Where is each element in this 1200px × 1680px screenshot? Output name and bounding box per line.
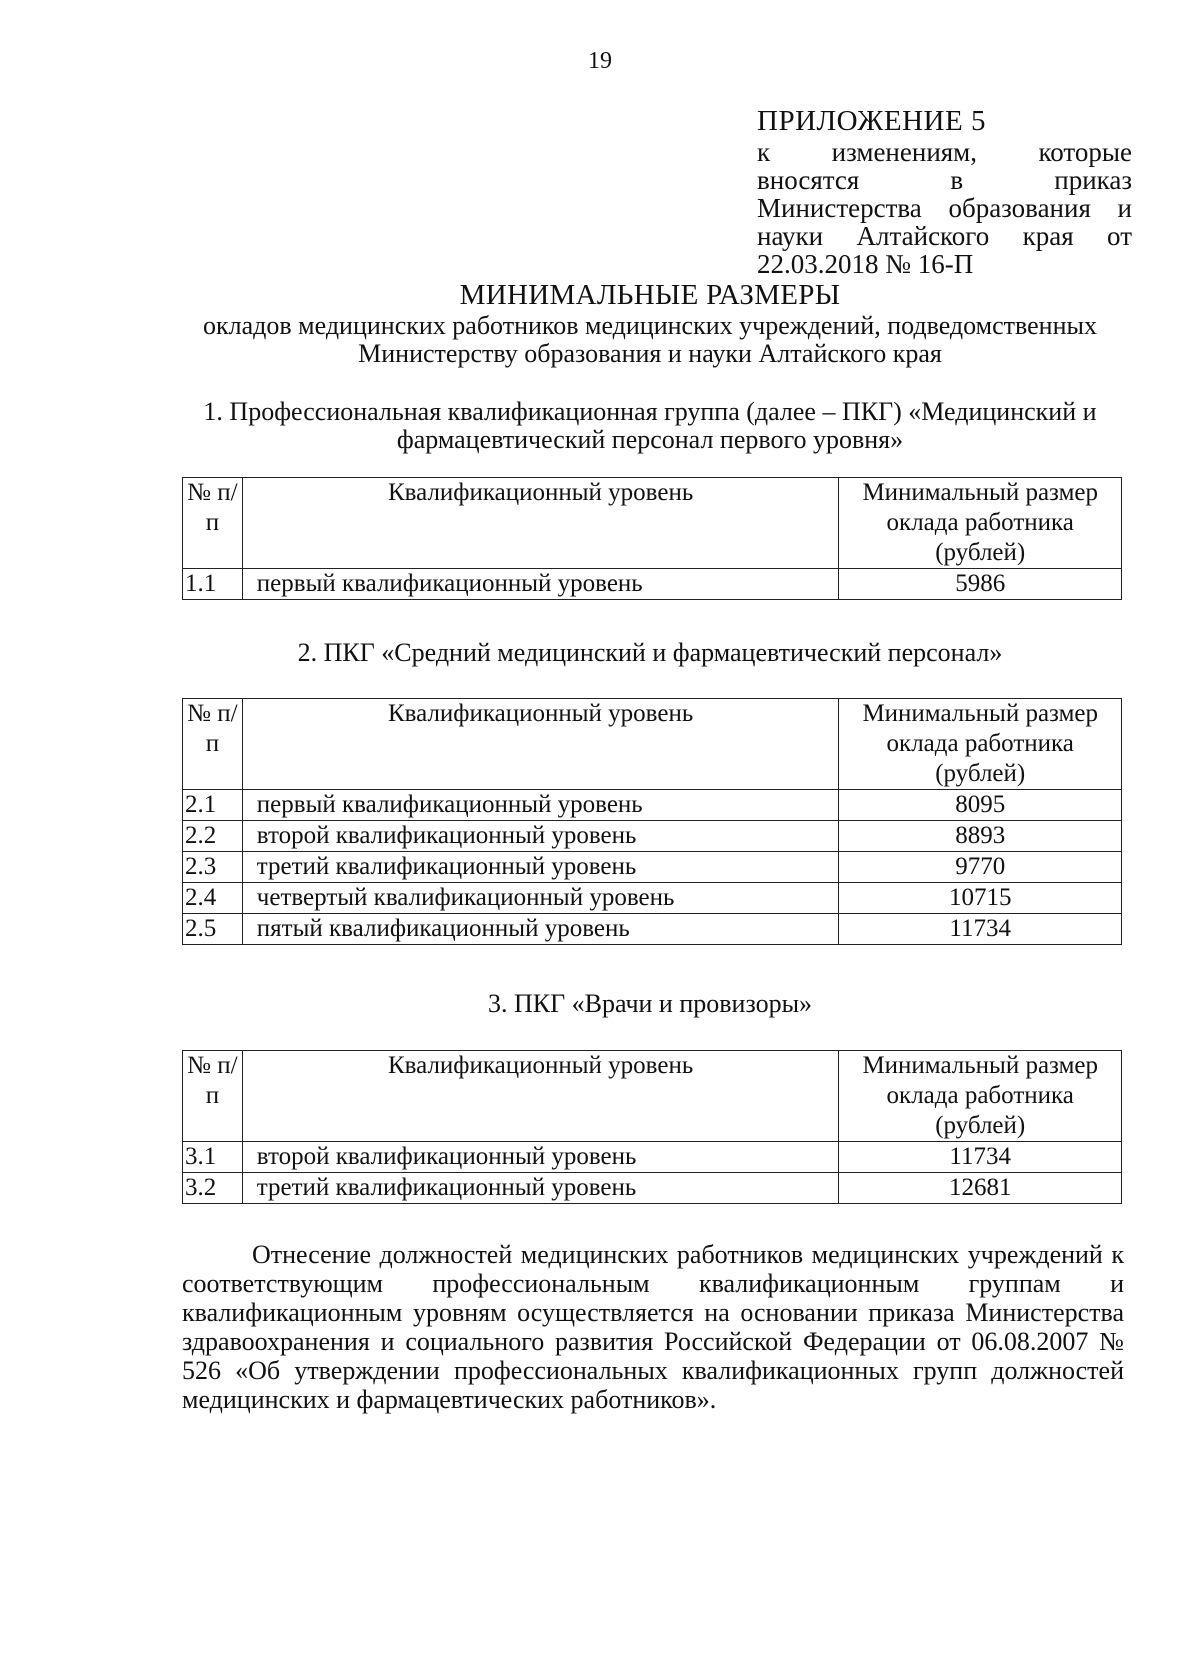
document-title: МИНИМАЛЬНЫЕ РАЗМЕРЫ — [459, 279, 841, 311]
section-2-title: 2. ПКГ «Средний медицинский и фармацевтический персонал» — [297, 638, 1003, 667]
row-num: 3.2 — [183, 1173, 243, 1204]
row-salary: 5986 — [839, 569, 1122, 600]
table-header-row — [183, 478, 1122, 569]
row-num: 2.1 — [183, 790, 243, 821]
header-num: № п/п — [183, 478, 243, 569]
table-row — [183, 790, 1122, 821]
row-salary: 8095 — [839, 790, 1122, 821]
row-num: 2.4 — [183, 883, 243, 914]
row-level: пятый квалификационный уровень — [242, 914, 839, 945]
closing-paragraph: Отнесение должностей медицинских работников медицинских учреждений к соответствующим профессиональным квалификационным группам и квалификационным уровням осуществляется на основании приказа Министерства здравоохранения и социального развития Российской Федерации от 06.08.2007 № 526 «Об утверждении профессиональных квалификационных групп должностей медицинских и фармацевтических работников». — [182, 1240, 1124, 1414]
header-level: Квалификационный уровень — [242, 699, 839, 790]
table-row — [183, 914, 1122, 945]
row-num: 3.1 — [183, 1142, 243, 1173]
page-number: 19 — [588, 48, 612, 74]
row-level: первый квалификационный уровень — [242, 569, 839, 600]
row-salary: 11734 — [839, 914, 1122, 945]
row-num: 2.5 — [183, 914, 243, 945]
row-salary: 12681 — [839, 1173, 1122, 1204]
row-num: 2.3 — [183, 852, 243, 883]
document-subtitle: окладов медицинских работников медицинских учреждений, подведомственных Министерству образования и науки Алтайского края — [203, 311, 1097, 368]
row-num: 1.1 — [183, 569, 243, 600]
table-row — [183, 821, 1122, 852]
table-row — [183, 569, 1122, 600]
table-row — [183, 852, 1122, 883]
header-salary: Минимальный размер оклада работника (рублей) — [839, 1051, 1122, 1142]
appendix-line: Министерства образования и — [757, 193, 1132, 223]
header-num: № п/п — [183, 699, 243, 790]
section-1-title: 1. Профессиональная квалификационная группа (далее – ПКГ) «Медицинский и фармацевтический персонал первого уровня» — [203, 397, 1097, 454]
header-level: Квалификационный уровень — [242, 1051, 839, 1142]
appendix-order-ref: 22.03.2018 № 16-П — [757, 249, 974, 279]
row-level: первый квалификационный уровень — [242, 790, 839, 821]
appendix-line: науки Алтайского края от — [757, 221, 1132, 251]
row-level: третий квалификационный уровень — [242, 1173, 839, 1204]
appendix-block — [757, 104, 1132, 278]
row-level: третий квалификационный уровень — [242, 852, 839, 883]
header-level: Квалификационный уровень — [242, 478, 839, 569]
row-salary: 10715 — [839, 883, 1122, 914]
table-row — [183, 883, 1122, 914]
section-2-table — [182, 698, 1122, 945]
table-row — [183, 1142, 1122, 1173]
row-salary: 11734 — [839, 1142, 1122, 1173]
row-level: второй квалификационный уровень — [242, 1142, 839, 1173]
section-1-table — [182, 477, 1122, 600]
header-salary: Минимальный размер оклада работника (рублей) — [839, 478, 1122, 569]
header-salary: Минимальный размер оклада работника (рублей) — [839, 699, 1122, 790]
section-3-table — [182, 1050, 1122, 1204]
table-header-row — [183, 1051, 1122, 1142]
appendix-line: к изменениям, которые — [757, 137, 1132, 167]
table-row — [183, 1173, 1122, 1204]
section-3-title: 3. ПКГ «Врачи и провизоры» — [487, 989, 813, 1018]
header-num: № п/п — [183, 1051, 243, 1142]
row-salary: 9770 — [839, 852, 1122, 883]
row-salary: 8893 — [839, 821, 1122, 852]
appendix-line: вносятся в приказ — [757, 165, 1132, 195]
table-header-row — [183, 699, 1122, 790]
row-level: четвертый квалификационный уровень — [242, 883, 839, 914]
row-num: 2.2 — [183, 821, 243, 852]
appendix-title: ПРИЛОЖЕНИЕ 5 — [757, 105, 986, 137]
row-level: второй квалификационный уровень — [242, 821, 839, 852]
